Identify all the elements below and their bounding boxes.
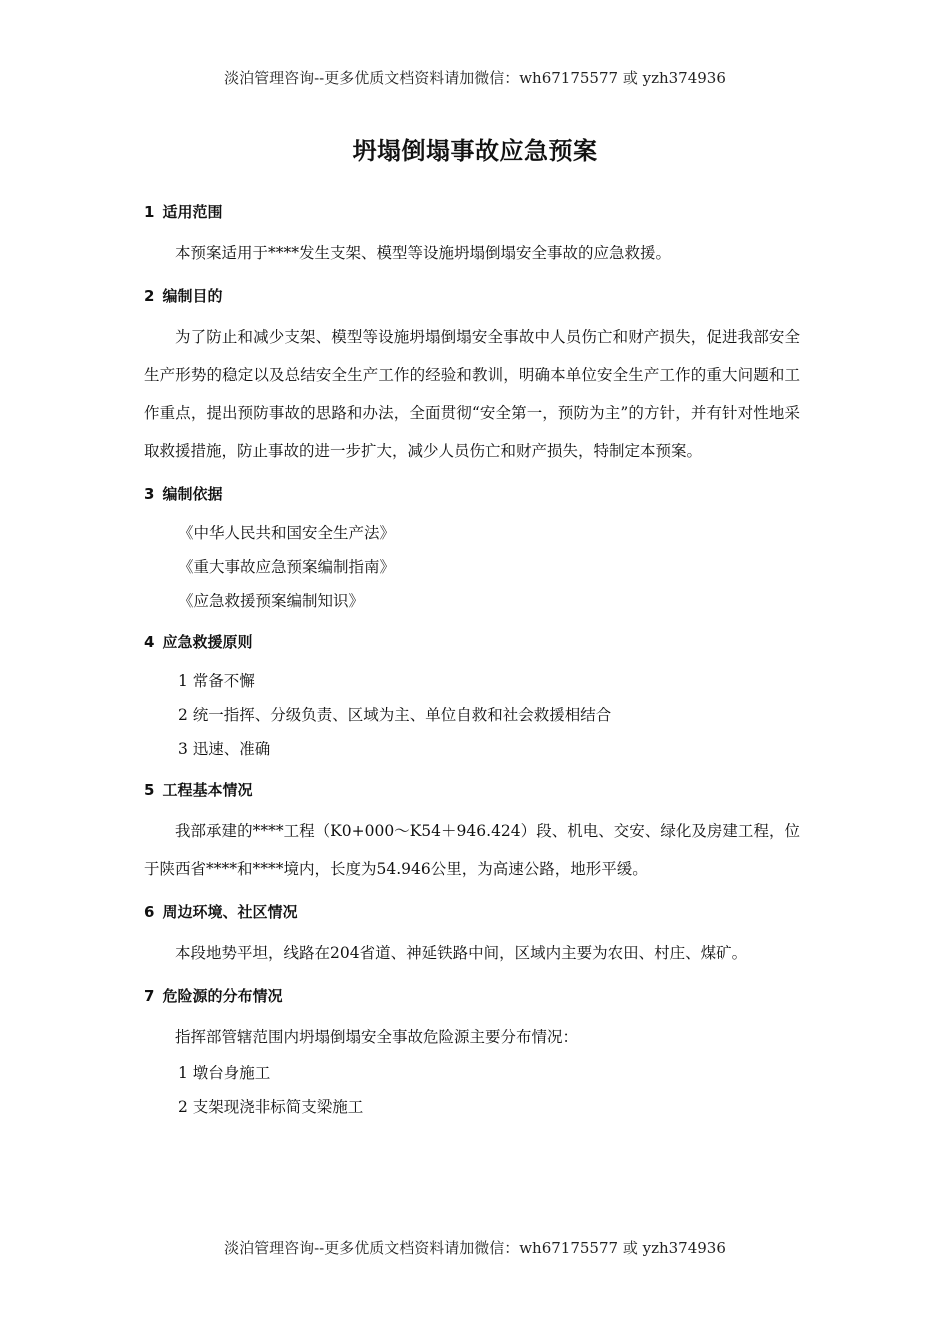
list-item: 3 迅速、准确 <box>178 740 271 758</box>
section-paragraph: 为了防止和减少支架、模型等设施坍塌倒塌安全事故中人员伤亡和财产损失，促进我部安全生产形势的稳定以及总结安全生产工作的经验和教训，明确本单位安全生产工作的重大问题和工作重点，提出预防事故的思路和办法，全面贯彻“安全第一，预防为主”的方针，并有针对性地采取救援措施，防止事故的进一步扩大，减少人员伤亡和财产损失，特制定本预案。 <box>144 328 800 460</box>
section-heading: 2 编制目的 <box>144 287 223 305</box>
document-body <box>144 198 800 1124</box>
list-item: 《重大事故应急预案编制指南》 <box>178 558 396 576</box>
section-heading: 5 工程基本情况 <box>144 781 253 799</box>
section-heading: 6 周边环境、社区情况 <box>144 903 298 921</box>
section-heading: 7 危险源的分布情况 <box>144 987 283 1005</box>
list-item: 《中华人民共和国安全生产法》 <box>178 524 396 542</box>
section-paragraph: 指挥部管辖范围内坍塌倒塌安全事故危险源主要分布情况： <box>175 1028 579 1046</box>
section-5 <box>144 776 800 888</box>
document-title: 坍塌倒塌事故应急预案 <box>352 137 598 165</box>
section-heading: 4 应急救援原则 <box>144 633 253 651</box>
section-6 <box>144 898 800 972</box>
section-paragraph: 我部承建的****工程（K0+000～K54＋946.424）段、机电、交安、绿化及房建工程，位于陕西省****和****境内，长度为54.946公里，为高速公路，地形平缓。 <box>144 822 800 878</box>
section-paragraph: 本预案适用于****发生支架、模型等设施坍塌倒塌安全事故的应急救援。 <box>175 244 672 262</box>
list-item: 1 墩台身施工 <box>178 1064 271 1082</box>
section-2 <box>144 282 800 470</box>
section-heading: 3 编制依据 <box>144 485 223 503</box>
section-heading: 1 适用范围 <box>144 203 223 221</box>
section-paragraph: 本段地势平坦，线路在204省道、神延铁路中间，区域内主要为农田、村庄、煤矿。 <box>175 944 748 962</box>
list-item: 1 常备不懈 <box>178 672 255 690</box>
page-header: 淡泊管理咨询--更多优质文档资料请加微信：wh67175577 或 yzh374936 <box>224 69 726 87</box>
list-item: 《应急救援预案编制知识》 <box>178 592 365 610</box>
section-1 <box>144 198 800 272</box>
section-7 <box>144 982 800 1124</box>
section-3 <box>144 480 800 618</box>
section-4 <box>144 628 800 766</box>
list-item: 2 统一指挥、分级负责、区域为主、单位自救和社会救援相结合 <box>178 706 612 724</box>
list-item: 2 支架现浇非标简支梁施工 <box>178 1098 364 1116</box>
page-footer: 淡泊管理咨询--更多优质文档资料请加微信：wh67175577 或 yzh374936 <box>224 1239 726 1257</box>
